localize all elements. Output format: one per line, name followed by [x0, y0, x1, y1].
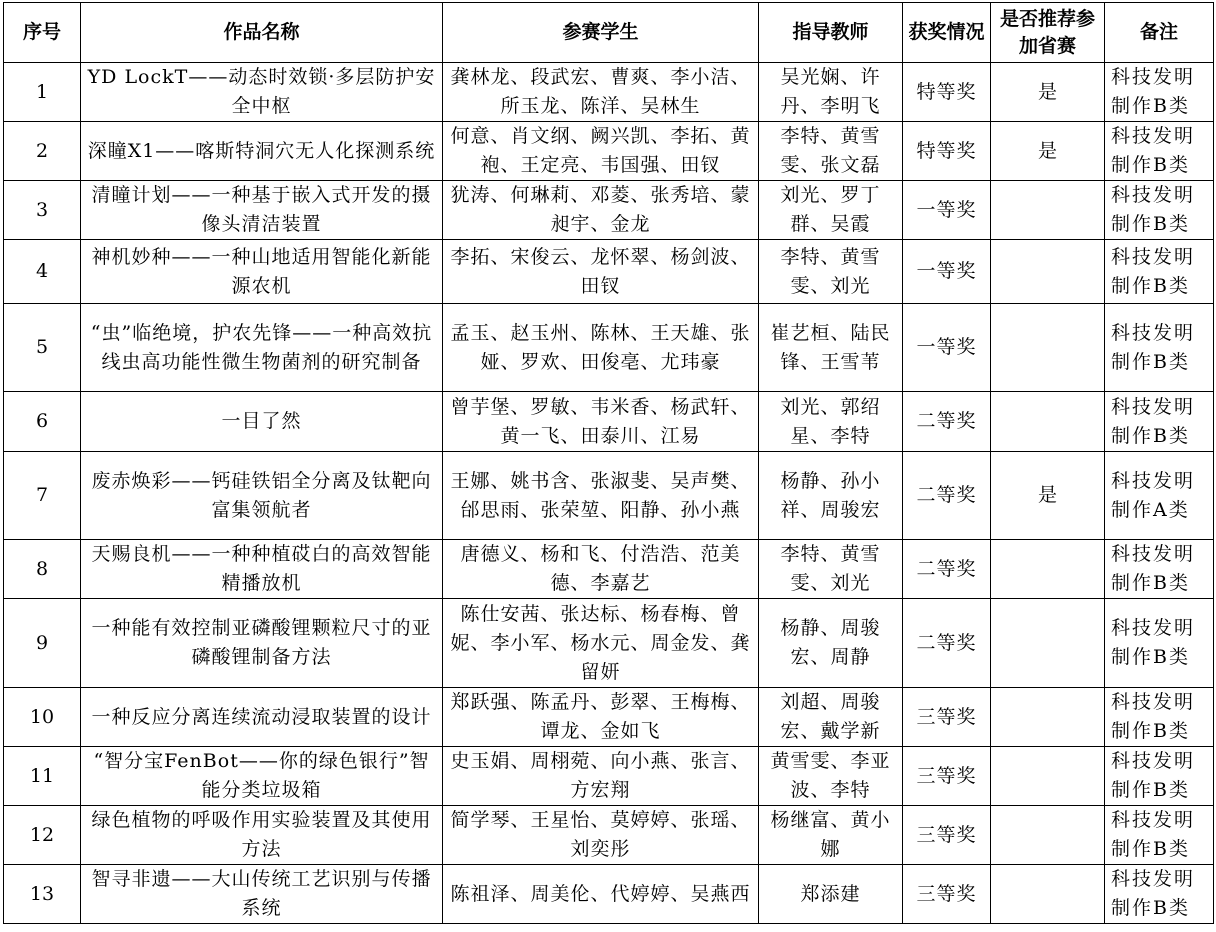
table-row — [4, 806, 1214, 865]
row-no: 5 — [4, 304, 81, 392]
row-teachers: 吴光娴、许丹、李明飞 — [759, 63, 903, 122]
row-name: “智分宝FenBot——你的绿色银行”智能分类垃圾箱 — [81, 747, 443, 806]
table-row — [4, 240, 1214, 304]
row-recommend: 是 — [991, 122, 1105, 181]
row-students: 陈仕安茜、张达标、杨春梅、曾妮、李小军、杨水元、周金发、龚留妍 — [443, 599, 759, 688]
row-no: 13 — [4, 865, 81, 924]
row-no: 3 — [4, 181, 81, 240]
row-award: 一等奖 — [903, 240, 991, 304]
row-no: 1 — [4, 63, 81, 122]
row-recommend — [991, 688, 1105, 747]
row-no: 7 — [4, 452, 81, 540]
row-students: 孟玉、赵玉州、陈林、王天雄、张娅、罗欢、田俊亳、尤玮豪 — [443, 304, 759, 392]
row-recommend: 是 — [991, 63, 1105, 122]
table-row — [4, 181, 1214, 240]
header-note: 备注 — [1105, 3, 1214, 63]
row-recommend — [991, 181, 1105, 240]
row-name: 清瞳计划——一种基于嵌入式开发的摄像头清洁装置 — [81, 181, 443, 240]
row-note: 科技发明制作B类 — [1105, 599, 1214, 688]
row-note: 科技发明制作B类 — [1105, 122, 1214, 181]
row-name: 一种反应分离连续流动浸取装置的设计 — [81, 688, 443, 747]
row-name: 深瞳X1——喀斯特洞穴无人化探测系统 — [81, 122, 443, 181]
table-row — [4, 747, 1214, 806]
row-note: 科技发明制作B类 — [1105, 747, 1214, 806]
row-recommend — [991, 540, 1105, 599]
table-row — [4, 688, 1214, 747]
row-recommend: 是 — [991, 452, 1105, 540]
header-name: 作品名称 — [81, 3, 443, 63]
table-row — [4, 599, 1214, 688]
row-no: 8 — [4, 540, 81, 599]
row-award: 三等奖 — [903, 865, 991, 924]
row-name: YD LockT——动态时效锁·多层防护安全中枢 — [81, 63, 443, 122]
row-name: 神机妙种——一种山地适用智能化新能源农机 — [81, 240, 443, 304]
row-students: 曾芋堡、罗敏、韦米香、杨武轩、黄一飞、田泰川、江易 — [443, 392, 759, 452]
header-no: 序号 — [4, 3, 81, 63]
row-note: 科技发明制作B类 — [1105, 540, 1214, 599]
row-name: 一种能有效控制亚磷酸锂颗粒尺寸的亚磷酸锂制备方法 — [81, 599, 443, 688]
row-award: 特等奖 — [903, 63, 991, 122]
row-no: 2 — [4, 122, 81, 181]
table-row — [4, 304, 1214, 392]
row-note: 科技发明制作B类 — [1105, 865, 1214, 924]
row-students: 简学琴、王星怡、莫婷婷、张瑶、刘奕彤 — [443, 806, 759, 865]
row-students: 唐德义、杨和飞、付浩浩、范美德、李嘉艺 — [443, 540, 759, 599]
row-students: 郑跃强、陈孟丹、彭翠、王梅梅、谭龙、金如飞 — [443, 688, 759, 747]
row-no: 11 — [4, 747, 81, 806]
row-recommend — [991, 240, 1105, 304]
row-teachers: 杨静、周骏宏、周静 — [759, 599, 903, 688]
row-note: 科技发明制作B类 — [1105, 240, 1214, 304]
row-award: 三等奖 — [903, 806, 991, 865]
row-teachers: 刘超、周骏宏、戴学新 — [759, 688, 903, 747]
row-note: 科技发明制作B类 — [1105, 392, 1214, 452]
row-teachers: 杨继富、黄小娜 — [759, 806, 903, 865]
table-row — [4, 392, 1214, 452]
row-teachers: 刘光、郭绍星、李特 — [759, 392, 903, 452]
row-name: 绿色植物的呼吸作用实验装置及其使用方法 — [81, 806, 443, 865]
row-award: 三等奖 — [903, 747, 991, 806]
row-award: 二等奖 — [903, 392, 991, 452]
row-no: 12 — [4, 806, 81, 865]
table-row — [4, 540, 1214, 599]
table-row — [4, 452, 1214, 540]
row-award: 二等奖 — [903, 599, 991, 688]
row-recommend — [991, 599, 1105, 688]
row-award: 二等奖 — [903, 540, 991, 599]
row-teachers: 李特、黄雪雯、刘光 — [759, 540, 903, 599]
row-students: 李拓、宋俊云、龙怀翠、杨剑波、田钗 — [443, 240, 759, 304]
row-recommend — [991, 806, 1105, 865]
row-teachers: 李特、黄雪雯、刘光 — [759, 240, 903, 304]
row-name: 一目了然 — [81, 392, 443, 452]
row-name: 智寻非遗——大山传统工艺识别与传播系统 — [81, 865, 443, 924]
row-teachers: 郑添建 — [759, 865, 903, 924]
row-note: 科技发明制作B类 — [1105, 688, 1214, 747]
row-recommend — [991, 747, 1105, 806]
row-no: 10 — [4, 688, 81, 747]
row-recommend — [991, 392, 1105, 452]
row-teachers: 杨静、孙小祥、周骏宏 — [759, 452, 903, 540]
awards-table — [3, 2, 1214, 924]
row-award: 二等奖 — [903, 452, 991, 540]
row-no: 4 — [4, 240, 81, 304]
row-note: 科技发明制作B类 — [1105, 181, 1214, 240]
table-row — [4, 865, 1214, 924]
header-teachers: 指导教师 — [759, 3, 903, 63]
row-students: 王娜、姚书含、张淑斐、吴声樊、邰思雨、张荣堃、阳静、孙小燕 — [443, 452, 759, 540]
row-students: 陈祖泽、周美伦、代婷婷、吴燕西 — [443, 865, 759, 924]
row-teachers: 李特、黄雪雯、张文磊 — [759, 122, 903, 181]
row-note: 科技发明制作A类 — [1105, 452, 1214, 540]
row-students: 犹涛、何琳莉、邓菱、张秀培、蒙昶宇、金龙 — [443, 181, 759, 240]
header-students: 参赛学生 — [443, 3, 759, 63]
row-award: 特等奖 — [903, 122, 991, 181]
row-note: 科技发明制作B类 — [1105, 304, 1214, 392]
row-students: 史玉娟、周栩菀、向小燕、张言、方宏翔 — [443, 747, 759, 806]
row-no: 9 — [4, 599, 81, 688]
row-teachers: 黄雪雯、李亚波、李特 — [759, 747, 903, 806]
row-note: 科技发明制作B类 — [1105, 806, 1214, 865]
row-name: 天赐良机——一种种植砹白的高效智能精播放机 — [81, 540, 443, 599]
row-recommend — [991, 304, 1105, 392]
row-name: “虫”临绝境，护农先锋——一种高效抗线虫高功能性微生物菌剂的研究制备 — [81, 304, 443, 392]
header-row — [4, 3, 1214, 63]
row-students: 龚林龙、段武宏、曹爽、李小洁、所玉龙、陈洋、吴林生 — [443, 63, 759, 122]
header-award: 获奖情况 — [903, 3, 991, 63]
row-note: 科技发明制作B类 — [1105, 63, 1214, 122]
row-award: 三等奖 — [903, 688, 991, 747]
header-recommend: 是否推荐参加省赛 — [991, 3, 1105, 63]
row-students: 何意、肖文纲、阙兴凯、李拓、黄袍、王定亮、韦国强、田钗 — [443, 122, 759, 181]
row-teachers: 崔艺桓、陆民锋、王雪苇 — [759, 304, 903, 392]
row-no: 6 — [4, 392, 81, 452]
row-award: 一等奖 — [903, 181, 991, 240]
row-name: 废赤焕彩——钙硅铁铝全分离及钛靶向富集领航者 — [81, 452, 443, 540]
row-award: 一等奖 — [903, 304, 991, 392]
row-teachers: 刘光、罗丁群、吴霞 — [759, 181, 903, 240]
table-row — [4, 122, 1214, 181]
row-recommend — [991, 865, 1105, 924]
table-row — [4, 63, 1214, 122]
